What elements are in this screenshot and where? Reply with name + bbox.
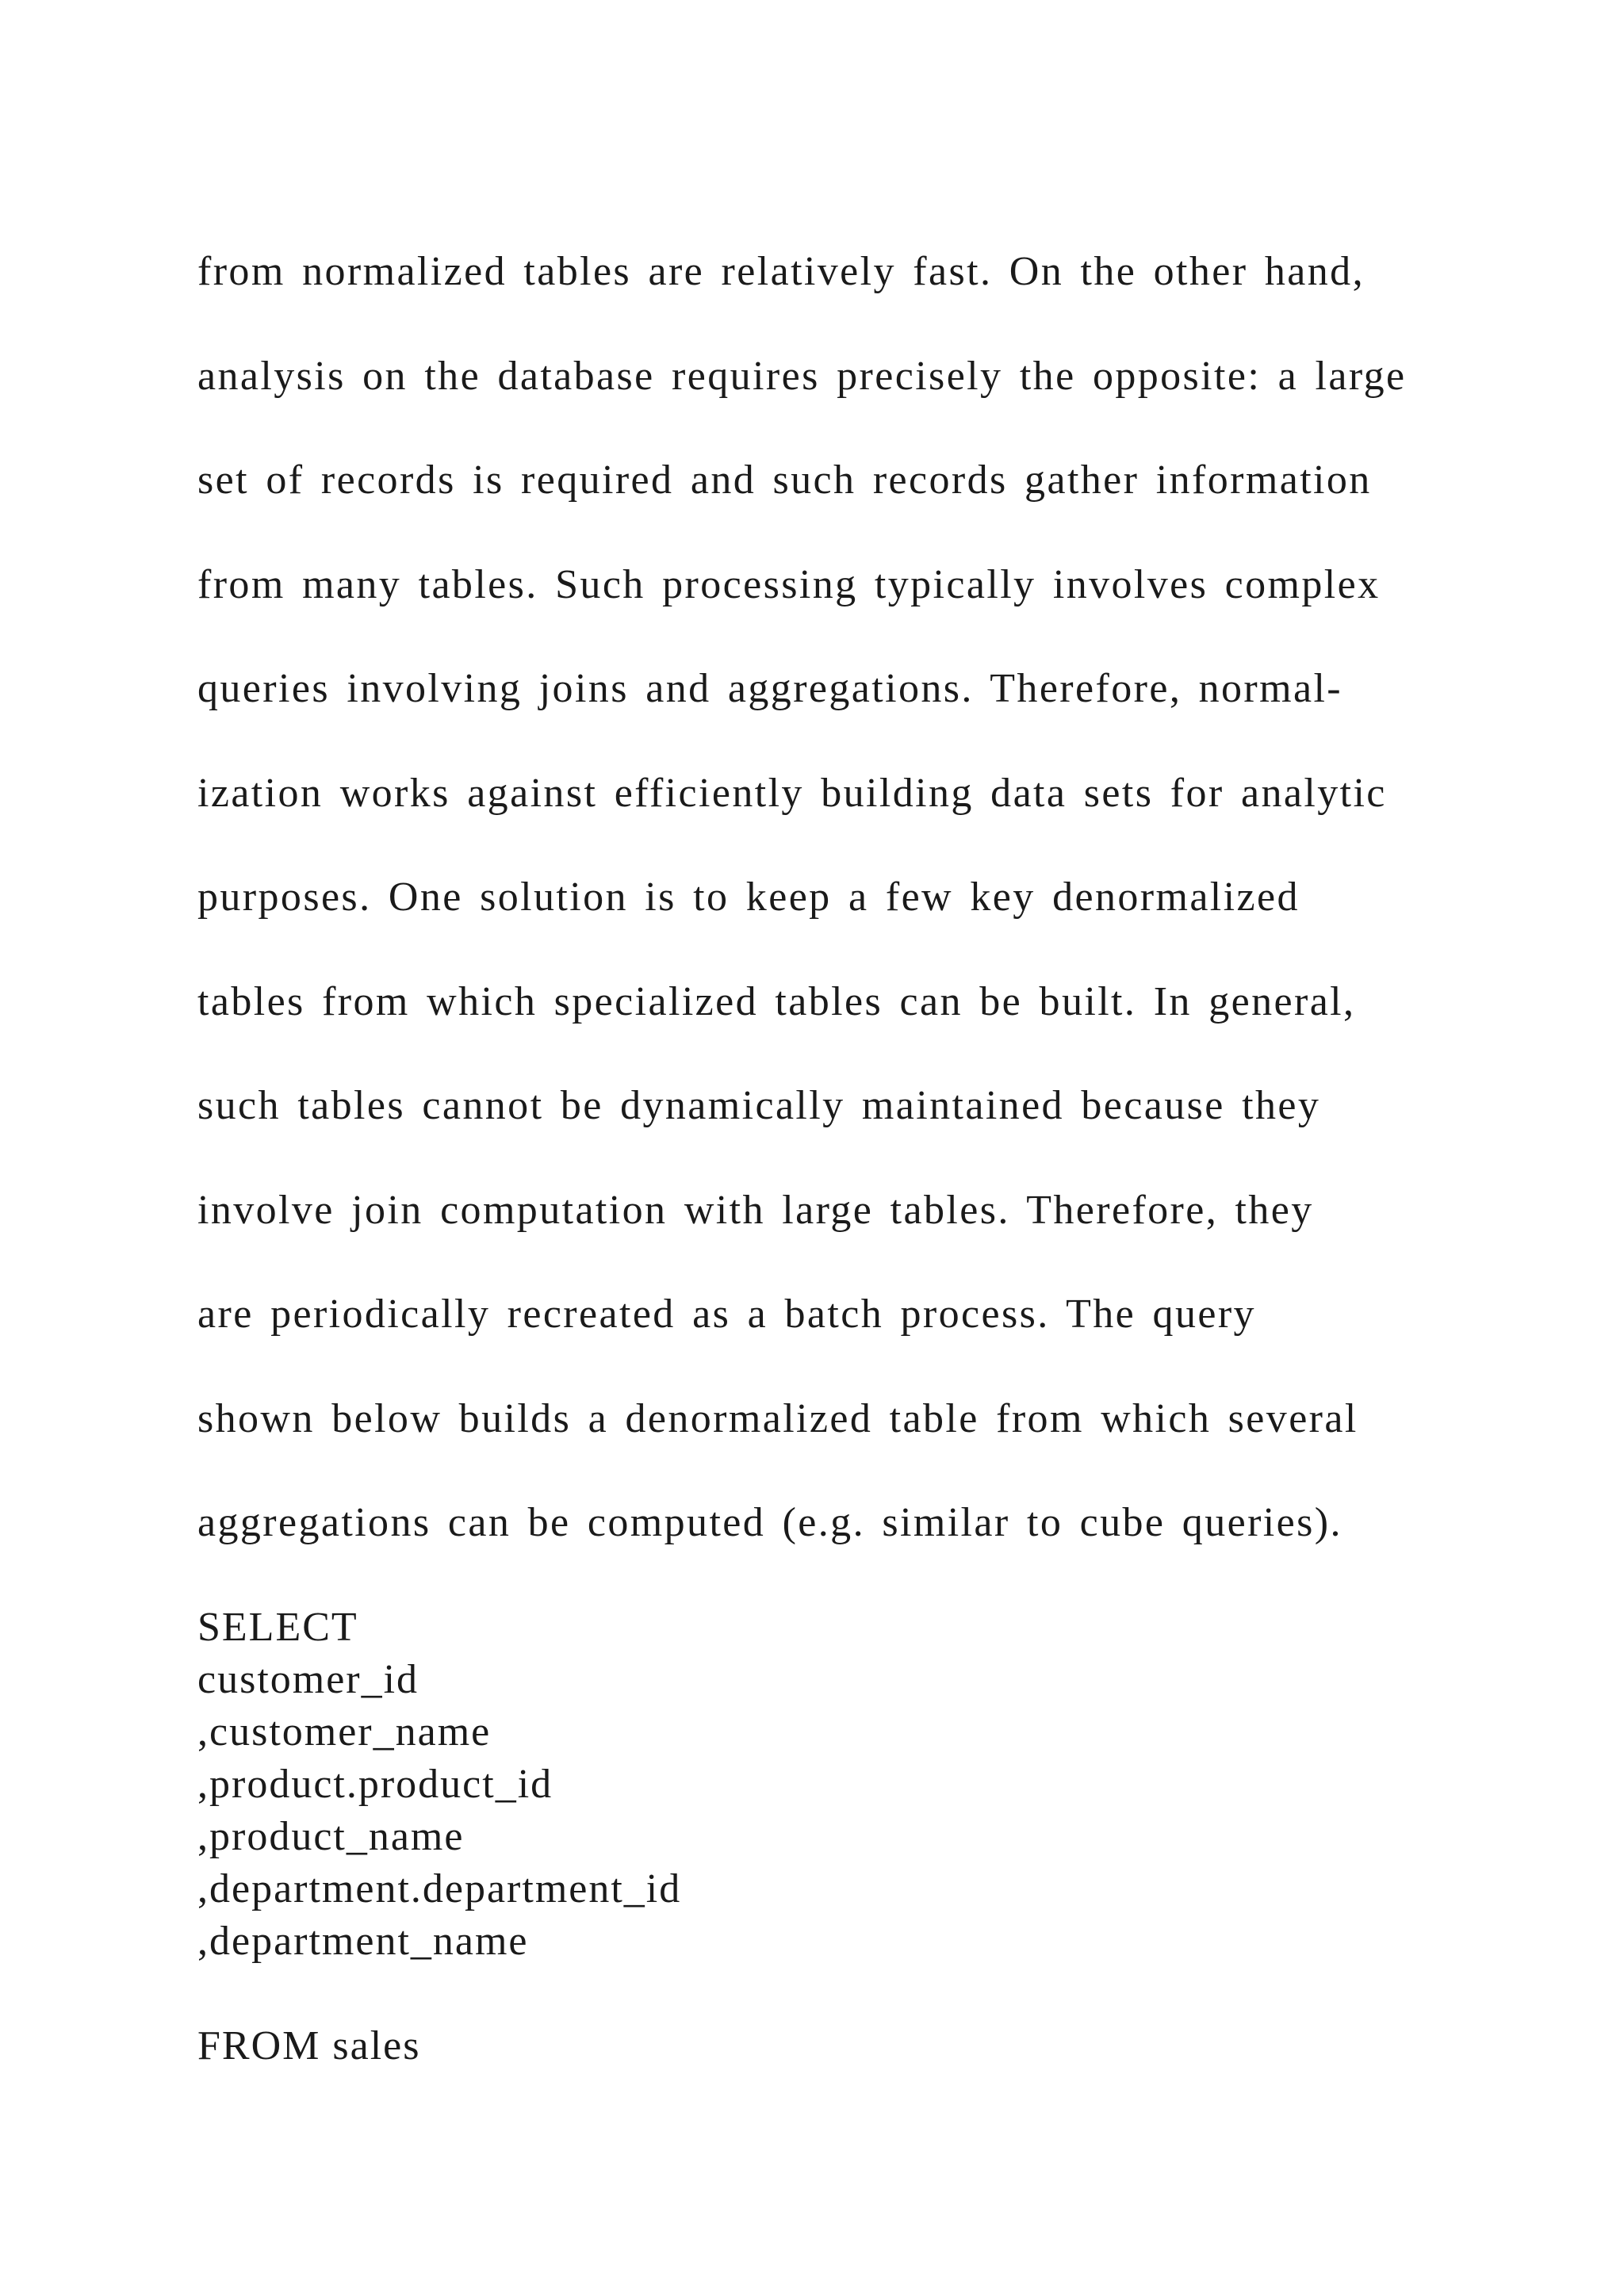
sql-line: ,department.department_id	[197, 1866, 682, 1911]
sql-query-block	[197, 1601, 681, 2072]
sql-line: ,product_name	[197, 1814, 465, 1859]
paragraph-line: are periodically recreated as a batch process. The query	[197, 1292, 1256, 1337]
paragraph-line: shown below builds a denormalized table from which several	[197, 1395, 1358, 1441]
sql-line: ,customer_name	[197, 1709, 492, 1755]
body-paragraph	[197, 228, 1434, 1584]
paragraph-line: such tables cannot be dynamically maintained because they	[197, 1083, 1321, 1128]
sql-blank-line	[197, 1968, 681, 2020]
paragraph-line: purposes. One solution is to keep a few key denormalized	[197, 874, 1300, 920]
sql-line: ,product.product_id	[197, 1762, 553, 1807]
paragraph-line: analysis on the database requires precisely the opposite: a large	[197, 353, 1407, 399]
paragraph-line: from many tables. Such processing typically involves complex	[197, 561, 1381, 607]
paragraph-line: queries involving joins and aggregations. Therefore, normal-	[197, 666, 1343, 711]
sql-from-clause: FROM sales	[197, 2023, 421, 2068]
paragraph-line: ization works against efficiently building data sets for analytic	[197, 770, 1387, 816]
paragraph-line: tables from which specialized tables can be built. In general,	[197, 978, 1356, 1024]
sql-line: customer_id	[197, 1657, 419, 1702]
paragraph-line: set of records is required and such records gather information	[197, 457, 1372, 503]
paragraph-line: involve join computation with large tables. Therefore, they	[197, 1187, 1314, 1233]
sql-line: ,department_name	[197, 1919, 529, 1964]
paragraph-line: aggregations can be computed (e.g. similar to cube queries).	[197, 1500, 1342, 1545]
sql-line: SELECT	[197, 1605, 358, 1650]
paragraph-line: from normalized tables are relatively fast. On the other hand,	[197, 249, 1365, 294]
